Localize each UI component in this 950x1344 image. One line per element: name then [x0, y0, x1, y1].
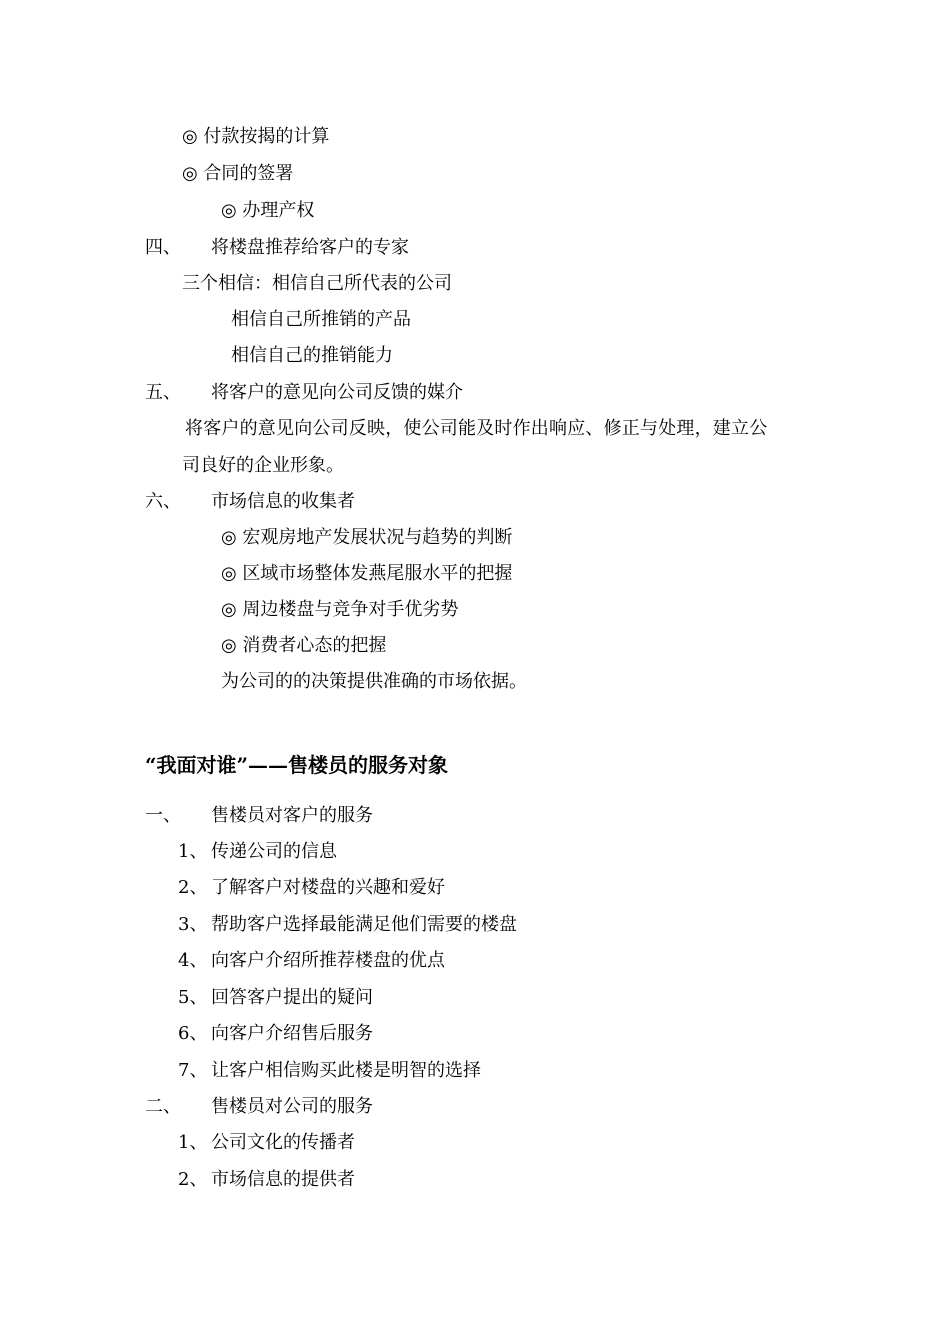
part-2-title: 售楼员对公司的服务: [211, 1096, 373, 1117]
list-item-number: 7、: [178, 1060, 208, 1081]
section-heading: “我面对谁”——售楼员的服务对象: [145, 753, 449, 777]
section-5-paragraph-line-1: 将客户的意见向公司反映，使公司能及时作出响应、修正与处理，建立公: [185, 418, 768, 439]
list-item-number: 2、: [178, 877, 208, 898]
list-item: 让客户相信购买此楼是明智的选择: [211, 1060, 481, 1081]
section-6-number: 六、: [145, 491, 181, 512]
section-4-title: 将楼盘推荐给客户的专家: [211, 237, 409, 258]
section-6-item: ◎ 周边楼盘与竞争对手优劣势: [221, 599, 459, 620]
section-6-item: ◎ 区域市场整体发燕尾服水平的把握: [221, 563, 513, 584]
list-item: 向客户介绍所推荐楼盘的优点: [211, 950, 445, 971]
section-6-title: 市场信息的收集者: [211, 491, 355, 512]
section-6-item: ◎ 消费者心态的把握: [221, 635, 387, 656]
list-item: 传递公司的信息: [211, 841, 337, 862]
part-1-title: 售楼员对客户的服务: [211, 805, 373, 826]
list-item: 回答客户提出的疑问: [211, 987, 373, 1008]
list-item-number: 4、: [178, 950, 208, 971]
section-4-number: 四、: [145, 237, 181, 258]
section-5-number: 五、: [145, 382, 181, 403]
list-item-number: 6、: [178, 1023, 208, 1044]
section-6-conclusion: 为公司的的决策提供准确的市场依据。: [221, 671, 527, 692]
section-4-line-1: 三个相信：相信自己所代表的公司: [182, 273, 452, 294]
bullet-payment-calc: ◎ 付款按揭的计算: [182, 126, 330, 147]
part-2-number: 二、: [145, 1096, 181, 1117]
list-item: 帮助客户选择最能满足他们需要的楼盘: [211, 914, 517, 935]
section-5-paragraph-line-2: 司良好的企业形象。: [182, 455, 344, 476]
section-6-item: ◎ 宏观房地产发展状况与趋势的判断: [221, 527, 513, 548]
part-1-number: 一、: [145, 805, 181, 826]
list-item-number: 1、: [178, 841, 208, 862]
list-item-number: 1、: [178, 1132, 208, 1153]
list-item-number: 3、: [178, 914, 208, 935]
list-item-number: 2、: [178, 1169, 208, 1190]
bullet-property-rights: ◎ 办理产权: [221, 200, 315, 221]
bullet-contract-signing: ◎ 合同的签署: [182, 163, 294, 184]
list-item: 市场信息的提供者: [211, 1169, 355, 1190]
section-4-line-2: 相信自己所推销的产品: [231, 309, 411, 330]
list-item: 向客户介绍售后服务: [211, 1023, 373, 1044]
section-4-line-3: 相信自己的推销能力: [231, 345, 393, 366]
list-item: 了解客户对楼盘的兴趣和爱好: [211, 877, 445, 898]
section-5-title: 将客户的意见向公司反馈的媒介: [211, 382, 463, 403]
list-item: 公司文化的传播者: [211, 1132, 355, 1153]
list-item-number: 5、: [178, 987, 208, 1008]
